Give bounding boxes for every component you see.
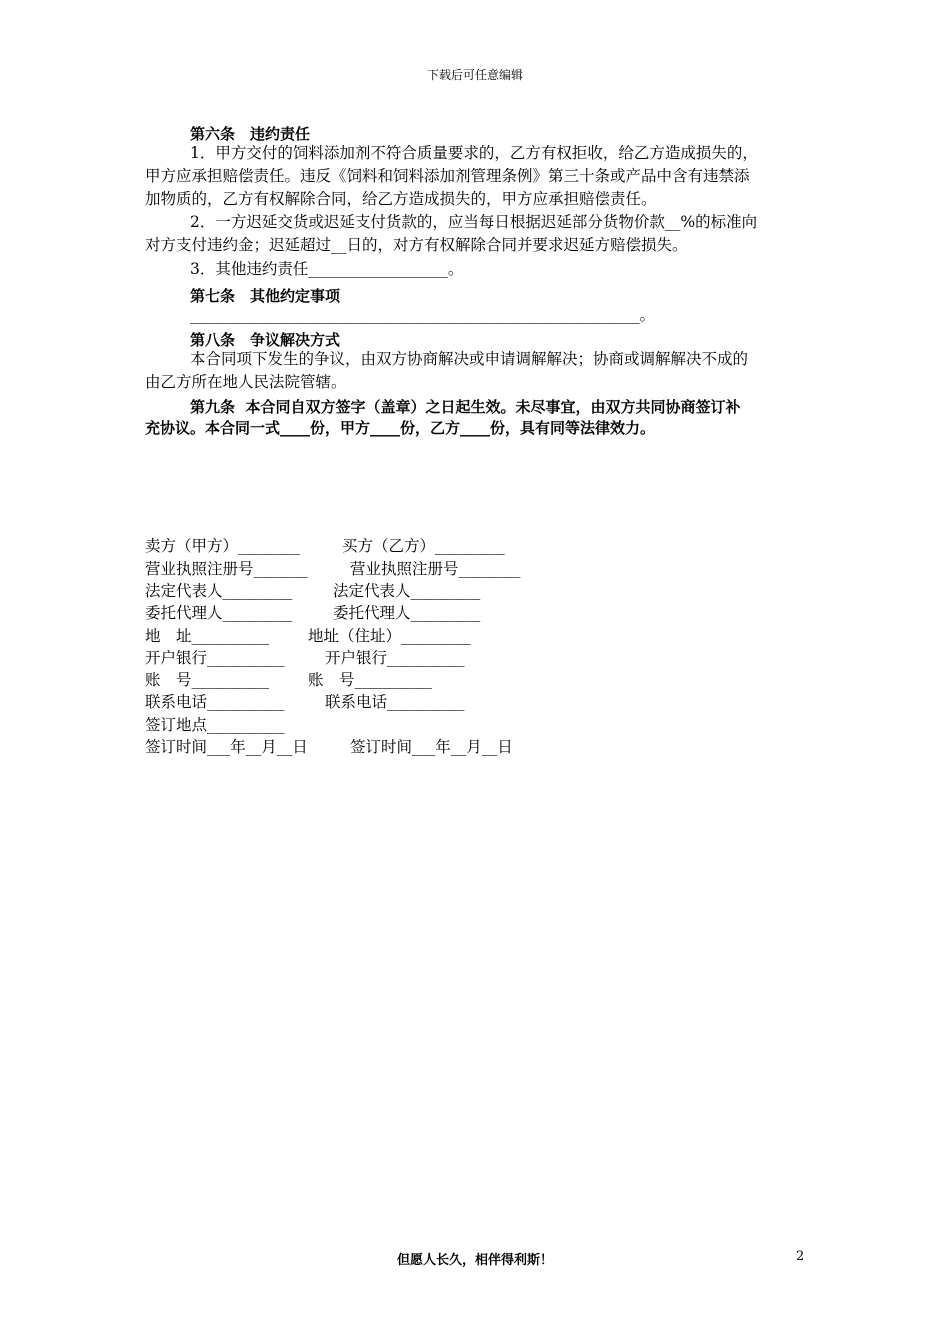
page-header: 下载后可任意编辑 — [426, 68, 523, 82]
sign-phone-left: 联系电话__________ — [145, 693, 285, 711]
article6-p1-line1: 1．甲方交付的饲料添加剂不符合质量要求的，乙方有权拒收，给乙方造成损失的， — [190, 144, 758, 162]
article6-p3: 3．其他违约责任__________________。 — [190, 260, 464, 278]
article8-line1: 本合同项下发生的争议，由双方协商解决或申请调解解决；协商或调解解决不成的 — [190, 350, 749, 368]
article6-p2-line2: 对方支付违约金；迟延超过__日的，对方有权解除合同并要求迟延方赔偿损失。 — [145, 236, 688, 254]
sign-place: 签订地点__________ — [145, 716, 285, 734]
article9-line2: 充协议。本合同一式____份，甲方____份，乙方____份，具有同等法律效力。 — [145, 419, 656, 437]
sign-account-right: 账 号__________ — [308, 671, 433, 689]
sign-buyer: 买方（乙方）_________ — [342, 537, 505, 555]
article6-p1-line2: 甲方应承担赔偿责任。违反《饲料和饲料添加剂管理条例》第三十条或产品中含有违禁添 — [145, 167, 750, 185]
page-number: 2 — [796, 1249, 805, 1264]
article8-heading: 第八条 争议解决方式 — [190, 331, 341, 349]
sign-agent-right: 委托代理人_________ — [333, 604, 481, 622]
sign-legal-rep-left: 法定代表人_________ — [145, 582, 293, 600]
page-footer: 但愿人长久，相伴得利斯！ — [396, 1253, 553, 1268]
sign-license-right: 营业执照注册号________ — [350, 560, 521, 578]
sign-address-left: 地 址__________ — [145, 627, 270, 645]
sign-seller: 卖方（甲方）________ — [145, 537, 301, 555]
sign-phone-right: 联系电话__________ — [325, 693, 465, 711]
article6-p1-line3: 加物质的，乙方有权解除合同，给乙方造成损失的，甲方应承担赔偿责任。 — [145, 190, 657, 208]
sign-account-left: 账 号__________ — [145, 671, 270, 689]
sign-agent-left: 委托代理人_________ — [145, 604, 293, 622]
article8-line2: 由乙方所在地人民法院管辖。 — [145, 373, 347, 391]
article7-heading: 第七条 其他约定事项 — [190, 287, 341, 305]
sign-license-left: 营业执照注册号_______ — [145, 560, 308, 578]
sign-bank-right: 开户银行__________ — [325, 649, 465, 667]
article6-p2-line1: 2．一方迟延交货或迟延支付货款的，应当每日根据迟延部分货物价款__%的标准向 — [190, 213, 758, 231]
article7-blank-line: __________________________________________________________。 — [190, 306, 656, 324]
sign-date-left: 签订时间___年__月__日 — [145, 738, 308, 756]
sign-bank-left: 开户银行__________ — [145, 649, 285, 667]
article6-heading: 第六条 违约责任 — [190, 125, 311, 143]
article9-line1: 第九条 本合同自双方签字（盖章）之日起生效。未尽事宜，由双方共同协商签订补 — [190, 398, 741, 416]
sign-address-right: 地址（住址）_________ — [308, 627, 471, 645]
sign-legal-rep-right: 法定代表人_________ — [333, 582, 481, 600]
sign-date-right: 签订时间___年__月__日 — [350, 738, 513, 756]
